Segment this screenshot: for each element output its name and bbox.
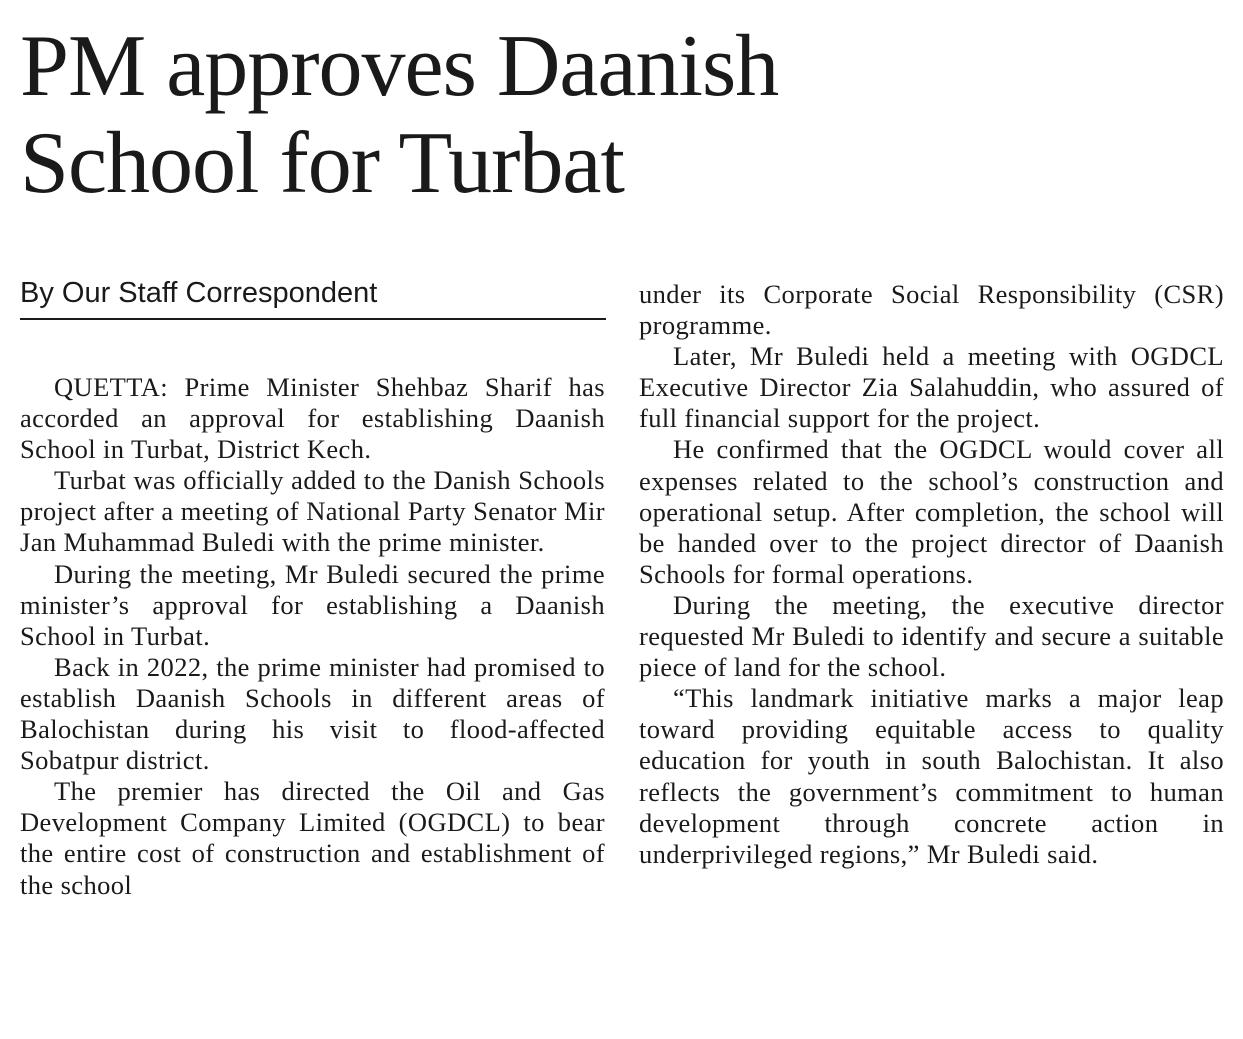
paragraph: Turbat was officially added to the Danish Schools project after a meeting of National Party Senator Mir Jan Muhammad Buledi with the prime minister. (20, 465, 605, 558)
paragraph: During the meeting, the executive director requested Mr Buledi to identify and secure a suitable piece of land for the school. (639, 589, 1224, 683)
headline (20, 18, 1220, 212)
byline-rule (20, 318, 606, 320)
paragraph: “This landmark initiative marks a major leap toward providing equitable access to quality education for youth in south Balochistan. It also reflects the government’s commitment to human development through concrete action in underprivileged regions,” Mr Buledi said. (639, 683, 1224, 869)
byline: By Our Staff Correspondent (20, 277, 378, 309)
paragraph: Later, Mr Buledi held a meeting with OGDCL Executive Director Zia Salahuddin, who assured of full financial support for the project. (639, 341, 1224, 434)
paragraph: During the meeting, Mr Buledi secured the prime minister’s approval for establishing a Daanish School in Turbat. (20, 558, 605, 651)
paragraph: He confirmed that the OGDCL would cover all expenses related to the school’s construction and operational setup. After completion, the school will be handed over to the project director of Daanish Schools for formal operations. (639, 434, 1224, 589)
right-column (639, 279, 1224, 870)
headline-line-2: School for Turbat (20, 115, 624, 212)
left-column (20, 372, 605, 901)
paragraph: Back in 2022, the prime minister had promised to establish Daanish Schools in different areas of Balochistan during his visit to flood-affected Sobatpur district. (20, 651, 605, 776)
paragraph: The premier has directed the Oil and Gas Development Company Limited (OGDCL) to bear the entire cost of construction and establishment of the school (20, 776, 605, 900)
paragraph: QUETTA: Prime Minister Shehbaz Sharif has accorded an approval for establishing Daanish School in Turbat, District Kech. (20, 372, 605, 465)
paragraph-continued: under its Corporate Social Responsibility (CSR) programme. (639, 279, 1224, 341)
headline-line-1: PM approves Daanish (20, 18, 779, 115)
